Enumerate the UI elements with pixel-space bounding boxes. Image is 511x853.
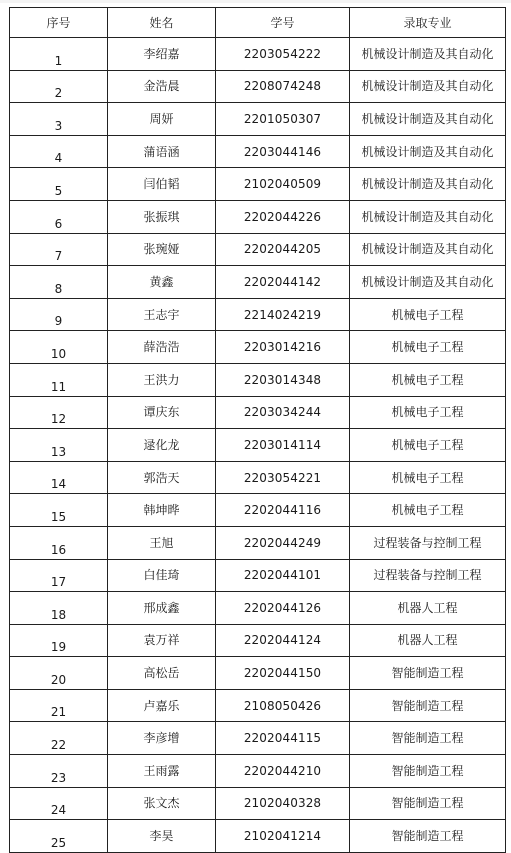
admitted-major: 机器人工程 [350, 624, 506, 657]
header-major: 录取专业 [350, 8, 506, 38]
table-row [10, 135, 506, 168]
student-id: 2203054222 [216, 38, 350, 71]
student-id: 2203014114 [216, 429, 350, 462]
row-index: 22 [10, 722, 108, 755]
student-id: 2201050307 [216, 103, 350, 136]
row-index: 19 [10, 624, 108, 657]
row-index: 25 [10, 820, 108, 853]
table-row [10, 396, 506, 429]
admitted-major: 智能制造工程 [350, 657, 506, 690]
student-id: 2108050426 [216, 689, 350, 722]
student-id: 2208074248 [216, 70, 350, 103]
student-name: 薛浩浩 [108, 331, 216, 364]
admitted-major: 机械电子工程 [350, 331, 506, 364]
admitted-major: 机械设计制造及其自动化 [350, 200, 506, 233]
row-index: 15 [10, 494, 108, 527]
header-student-id: 学号 [216, 8, 350, 38]
row-index: 18 [10, 592, 108, 625]
header-name: 姓名 [108, 8, 216, 38]
table-row [10, 689, 506, 722]
table-header-row [10, 8, 506, 38]
row-index: 12 [10, 396, 108, 429]
student-id: 2202044210 [216, 755, 350, 788]
table-row [10, 559, 506, 592]
student-name: 白佳琦 [108, 559, 216, 592]
table-row [10, 624, 506, 657]
table-row [10, 168, 506, 201]
row-index: 20 [10, 657, 108, 690]
student-name: 逯化龙 [108, 429, 216, 462]
student-id: 2202044150 [216, 657, 350, 690]
admitted-major: 智能制造工程 [350, 689, 506, 722]
admitted-major: 过程装备与控制工程 [350, 526, 506, 559]
table-row [10, 38, 506, 71]
student-name: 韩坤晔 [108, 494, 216, 527]
student-id: 2202044124 [216, 624, 350, 657]
student-id: 2214024219 [216, 298, 350, 331]
table-row [10, 266, 506, 299]
student-id: 2102040328 [216, 787, 350, 820]
student-name: 闫伯韬 [108, 168, 216, 201]
row-index: 13 [10, 429, 108, 462]
table-row [10, 755, 506, 788]
student-name: 周妍 [108, 103, 216, 136]
table-row [10, 233, 506, 266]
student-id: 2202044249 [216, 526, 350, 559]
table-body [10, 38, 506, 853]
row-index: 14 [10, 461, 108, 494]
admitted-major: 机械设计制造及其自动化 [350, 103, 506, 136]
student-name: 张文杰 [108, 787, 216, 820]
student-name: 黄鑫 [108, 266, 216, 299]
table-row [10, 363, 506, 396]
student-id: 2203014348 [216, 363, 350, 396]
admitted-major: 机械设计制造及其自动化 [350, 168, 506, 201]
admitted-major: 智能制造工程 [350, 755, 506, 788]
student-id: 2202044226 [216, 200, 350, 233]
admitted-major: 机械电子工程 [350, 429, 506, 462]
header-index: 序号 [10, 8, 108, 38]
student-id: 2202044142 [216, 266, 350, 299]
admitted-major: 机械设计制造及其自动化 [350, 266, 506, 299]
row-index: 9 [10, 298, 108, 331]
row-index: 24 [10, 787, 108, 820]
table-row [10, 429, 506, 462]
row-index: 1 [10, 38, 108, 71]
admitted-major: 智能制造工程 [350, 820, 506, 853]
row-index: 3 [10, 103, 108, 136]
student-name: 蒲语涵 [108, 135, 216, 168]
student-name: 高松岳 [108, 657, 216, 690]
table-row [10, 461, 506, 494]
table-row [10, 494, 506, 527]
student-name: 张琬娅 [108, 233, 216, 266]
table-row [10, 592, 506, 625]
table-row [10, 657, 506, 690]
row-index: 6 [10, 200, 108, 233]
student-name: 李彦增 [108, 722, 216, 755]
row-index: 2 [10, 70, 108, 103]
admitted-major: 机械电子工程 [350, 461, 506, 494]
admitted-major: 机械设计制造及其自动化 [350, 233, 506, 266]
row-index: 5 [10, 168, 108, 201]
student-id: 2203044146 [216, 135, 350, 168]
table-row [10, 103, 506, 136]
student-name: 谭庆东 [108, 396, 216, 429]
student-id: 2202044205 [216, 233, 350, 266]
student-name: 王志宇 [108, 298, 216, 331]
student-id: 2203054221 [216, 461, 350, 494]
student-name: 邢成鑫 [108, 592, 216, 625]
admitted-major: 机器人工程 [350, 592, 506, 625]
admitted-major: 机械电子工程 [350, 298, 506, 331]
student-id: 2202044116 [216, 494, 350, 527]
row-index: 7 [10, 233, 108, 266]
row-index: 21 [10, 689, 108, 722]
admitted-major: 机械设计制造及其自动化 [350, 135, 506, 168]
table-row [10, 298, 506, 331]
student-name: 王洪力 [108, 363, 216, 396]
admitted-major: 过程装备与控制工程 [350, 559, 506, 592]
admitted-major: 机械电子工程 [350, 396, 506, 429]
student-id: 2202044101 [216, 559, 350, 592]
row-index: 11 [10, 363, 108, 396]
student-name: 王雨露 [108, 755, 216, 788]
row-index: 4 [10, 135, 108, 168]
table-row [10, 787, 506, 820]
student-name: 卢嘉乐 [108, 689, 216, 722]
student-id: 2203014216 [216, 331, 350, 364]
table-row [10, 526, 506, 559]
table-row [10, 331, 506, 364]
admitted-major: 机械设计制造及其自动化 [350, 70, 506, 103]
admitted-major: 智能制造工程 [350, 722, 506, 755]
row-index: 23 [10, 755, 108, 788]
student-name: 李昊 [108, 820, 216, 853]
table-row [10, 70, 506, 103]
table-row [10, 820, 506, 853]
admission-table [9, 7, 506, 853]
admitted-major: 机械设计制造及其自动化 [350, 38, 506, 71]
student-name: 张振琪 [108, 200, 216, 233]
student-id: 2202044126 [216, 592, 350, 625]
student-id: 2102041214 [216, 820, 350, 853]
table-row [10, 200, 506, 233]
student-id: 2102040509 [216, 168, 350, 201]
student-id: 2203034244 [216, 396, 350, 429]
admitted-major: 机械电子工程 [350, 494, 506, 527]
student-name: 李绍嘉 [108, 38, 216, 71]
student-id: 2202044115 [216, 722, 350, 755]
student-name: 郭浩天 [108, 461, 216, 494]
row-index: 17 [10, 559, 108, 592]
student-name: 金浩晨 [108, 70, 216, 103]
student-name: 王旭 [108, 526, 216, 559]
row-index: 8 [10, 266, 108, 299]
admitted-major: 智能制造工程 [350, 787, 506, 820]
page-top-edge [0, 0, 511, 3]
row-index: 10 [10, 331, 108, 364]
row-index: 16 [10, 526, 108, 559]
table-row [10, 722, 506, 755]
student-name: 袁万祥 [108, 624, 216, 657]
admitted-major: 机械电子工程 [350, 363, 506, 396]
